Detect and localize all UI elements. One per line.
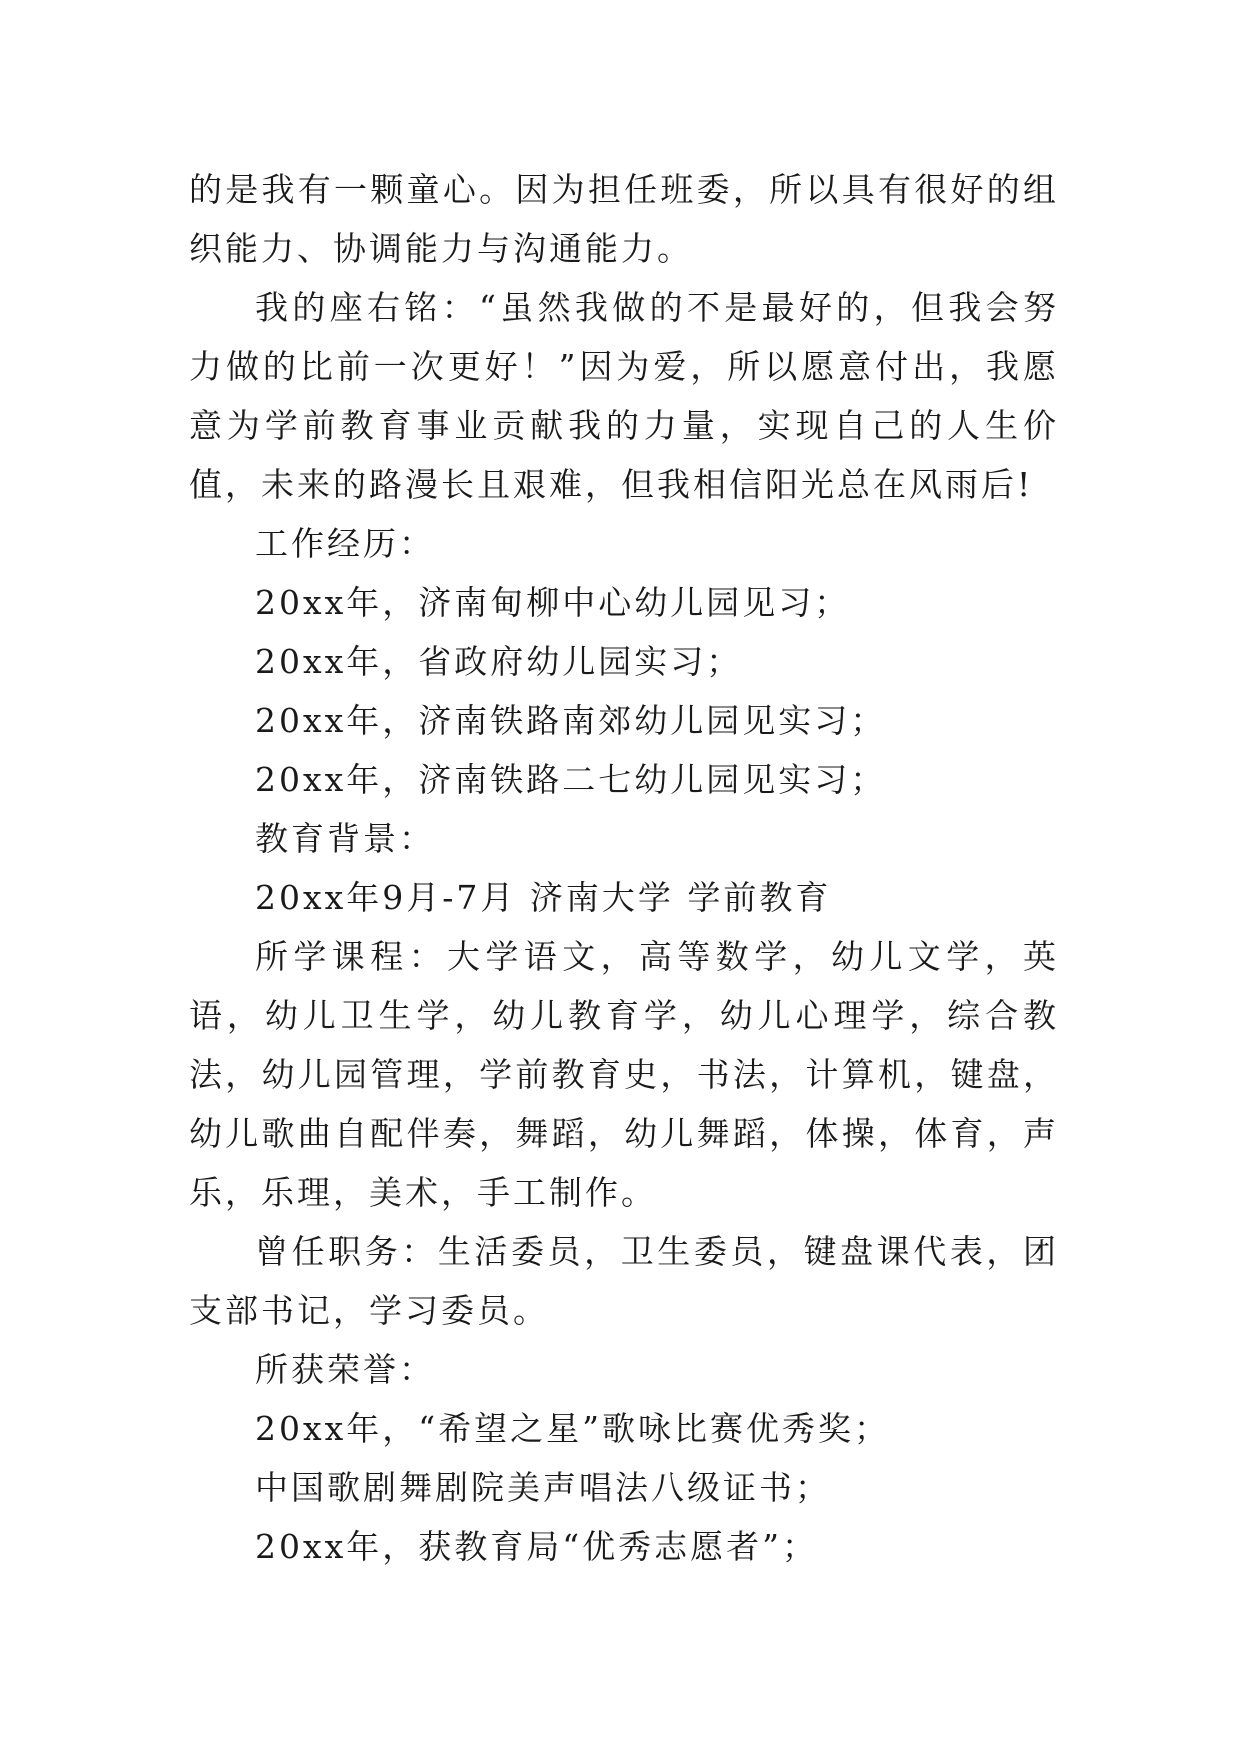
work-item-3: 20xx年，济南铁路南郊幼儿园见实习； bbox=[255, 701, 887, 740]
paragraph-motto: 我的座右铭：“虽然我做的不是最好的，但我会努力做的比前一次更好！”因为爱，所以愿意付出，我愿意为学前教育事业贡献我的力量，实现自己的人生价值，未来的路漫长且艰难，但我相信阳光总在风雨后! bbox=[189, 288, 1059, 504]
honor-item-2: 中国歌剧舞剧院美声唱法八级证书； bbox=[255, 1468, 831, 1507]
heading-honors: 所获荣誉： bbox=[255, 1350, 435, 1389]
document-body bbox=[189, 160, 1059, 1576]
honor-item-1: 20xx年，“希望之星”歌咏比赛优秀奖； bbox=[255, 1409, 890, 1448]
work-item-4: 20xx年，济南铁路二七幼儿园见实习； bbox=[255, 760, 887, 799]
paragraph-positions: 曾任职务：生活委员，卫生委员，键盘课代表，团支部书记，学习委员。 bbox=[189, 1232, 1059, 1330]
paragraph-skills-continuation: 的是我有一颗童心。因为担任班委，所以具有很好的组织能力、协调能力与沟通能力。 bbox=[189, 170, 1059, 268]
heading-education: 教育背景： bbox=[255, 819, 435, 858]
heading-work-experience: 工作经历： bbox=[255, 524, 435, 563]
education-item: 20xx年9月-7月 济南大学 学前教育 bbox=[255, 878, 832, 917]
work-item-1: 20xx年，济南甸柳中心幼儿园见习； bbox=[255, 583, 851, 622]
honor-item-3: 20xx年，获教育局“优秀志愿者”； bbox=[255, 1527, 818, 1566]
paragraph-courses: 所学课程：大学语文，高等数学，幼儿文学，英语，幼儿卫生学，幼儿教育学，幼儿心理学，综合教法，幼儿园管理，学前教育史，书法，计算机，键盘，幼儿歌曲自配伴奏，舞蹈，幼儿舞蹈，体操，体育，声乐，乐理，美术，手工制作。 bbox=[189, 937, 1059, 1212]
work-item-2: 20xx年，省政府幼儿园实习； bbox=[255, 642, 743, 681]
